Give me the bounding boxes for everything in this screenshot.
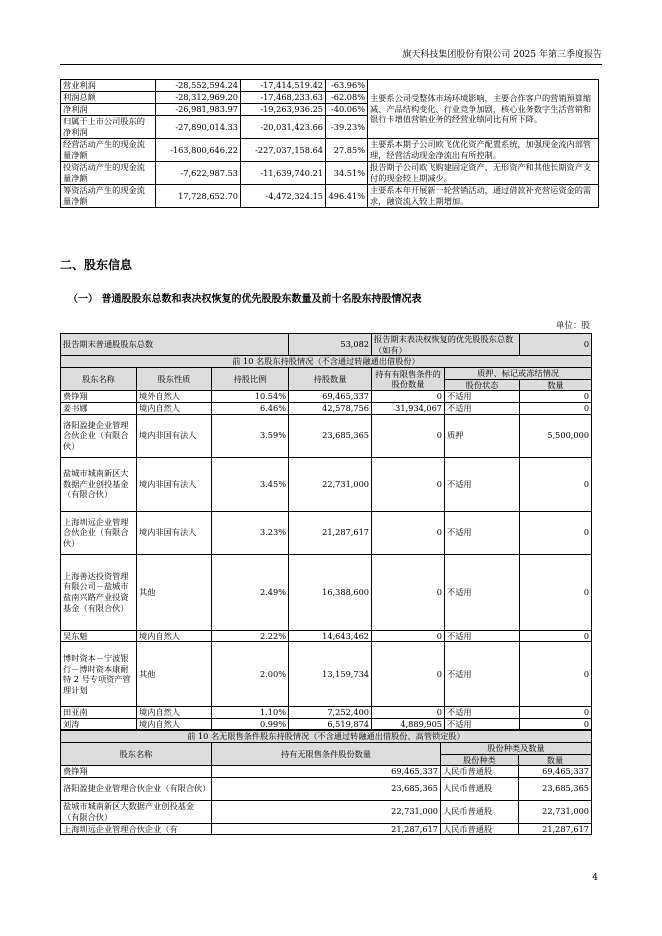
share-status: 不适用 — [445, 402, 520, 414]
shareholder-name: 费铮翔 — [61, 766, 212, 778]
prior-value: -19,263,936.25 — [241, 104, 326, 116]
shareholder-name: 田亚南 — [61, 707, 137, 719]
shareholder-nature: 境内非国有法人 — [137, 414, 212, 457]
share-type: 人民币普通股 — [441, 823, 519, 835]
shareholding-qty: 23,685,365 — [289, 414, 372, 457]
pledge-count: 0 — [520, 718, 592, 730]
pledge-count: 5,500,000 — [520, 414, 592, 457]
restricted-qty: 0 — [372, 642, 445, 707]
col-header-qty: 持股数量 — [289, 368, 372, 391]
change-percent: -62.08% — [326, 92, 368, 104]
share-count: 22,731,000 — [519, 800, 592, 823]
restricted-qty: 0 — [372, 630, 445, 642]
share-status: 不适用 — [445, 391, 520, 403]
share-status: 不适用 — [445, 457, 520, 511]
section-subtitle: （一） 普通股股东总数和表决权恢复的优先股股东数量及前十名股东持股情况表 — [68, 294, 422, 305]
shareholder-nature: 境外自然人 — [137, 391, 212, 403]
un-header-type: 股份种类 — [441, 754, 519, 766]
change-reason: 主要系本年开展新一轮营销活动，通过借款补充营运资金的需求，融资流入较上期增加。 — [368, 185, 599, 208]
shareholder-nature: 境内自然人 — [137, 718, 212, 730]
col-header-ratio: 持股比例 — [212, 368, 289, 391]
restricted-qty: 0 — [372, 414, 445, 457]
change-percent: 27.85% — [326, 139, 368, 162]
shareholder-nature: 其他 — [137, 642, 212, 707]
current-value: -27,890,014.33 — [156, 116, 241, 139]
shareholding-ratio: 1.10% — [212, 707, 289, 719]
prior-value: -11,639,740.21 — [241, 162, 326, 185]
col-header-restricted: 持有有限售条件的股份数量 — [372, 368, 445, 391]
shareholder-name: 姜书娜 — [61, 402, 137, 414]
table-row — [61, 766, 592, 778]
table-row — [61, 800, 592, 823]
shareholder-name: 费铮翔 — [61, 391, 137, 403]
shareholder-name: 盐城市城南新区大数据产业创投基金（有限合伙） — [61, 800, 212, 823]
unrestricted-qty: 22,731,000 — [212, 800, 441, 823]
current-value: -7,622,987.53 — [156, 162, 241, 185]
share-count: 21,287,617 — [519, 823, 592, 835]
unrestricted-qty: 21,287,617 — [212, 823, 441, 835]
share-status: 不适用 — [445, 718, 520, 730]
total-shareholders-label: 报告期末普通股股东总数 — [61, 334, 289, 356]
table-row — [61, 718, 592, 730]
restricted-qty: 0 — [372, 707, 445, 719]
restricted-qty: 0 — [372, 391, 445, 403]
restricted-qty: 4,889,905 — [372, 718, 445, 730]
share-status: 质押 — [445, 414, 520, 457]
col-header-name: 股东名称 — [61, 368, 137, 391]
shareholder-nature: 其他 — [137, 554, 212, 630]
share-status: 不适用 — [445, 707, 520, 719]
item-name: 营业利润 — [61, 80, 156, 92]
shareholder-name: 上海圳远企业管理合伙企业（有限合伙） — [61, 511, 137, 554]
pledge-count: 0 — [520, 630, 592, 642]
pledge-count: 0 — [520, 402, 592, 414]
table-row — [61, 511, 592, 554]
table-row — [61, 391, 592, 403]
unit-label: 单位：股 — [555, 321, 590, 331]
change-percent: -39.23% — [326, 116, 368, 139]
restricted-qty: 0 — [372, 457, 445, 511]
shareholding-ratio: 3.23% — [212, 511, 289, 554]
share-status: 不适用 — [445, 511, 520, 554]
pref-shareholders-value: 0 — [520, 334, 592, 356]
prior-value: -17,414,519.42 — [241, 80, 326, 92]
current-value: -163,800,646.22 — [156, 139, 241, 162]
page-header: 旗天科技集团股份有限公司 2025 年第三季度报告 — [60, 47, 602, 65]
total-shareholders-value: 53,082 — [289, 334, 372, 356]
shareholding-ratio: 10.54% — [212, 391, 289, 403]
change-percent: 34.51% — [326, 162, 368, 185]
restricted-qty: 0 — [372, 511, 445, 554]
shareholder-nature: 境内自然人 — [137, 630, 212, 642]
change-reason: 主要系公司受整体市场环境影响，主要合作客户的营销预算缩减、产品结构变化、行业竞争加剧，核心业务数字生活营销和银行卡增值营销业务的经营业绩同比有所下降。 — [368, 80, 599, 139]
prior-value: -4,472,324.15 — [241, 185, 326, 208]
prior-value: -20,031,423.66 — [241, 116, 326, 139]
shareholder-name: 盐城市城南新区大数据产业创投基金（有限合伙） — [61, 457, 137, 511]
table-row — [61, 457, 592, 511]
page-number: 4 — [592, 873, 598, 883]
shareholding-qty: 42,578,756 — [289, 402, 372, 414]
table-row — [61, 823, 592, 835]
financial-change-table — [60, 79, 599, 208]
shareholding-ratio: 3.45% — [212, 457, 289, 511]
shareholding-ratio: 2.49% — [212, 554, 289, 630]
item-name: 投资活动产生的现金流量净额 — [61, 162, 156, 185]
change-percent: 496.41% — [326, 185, 368, 208]
pledge-count: 0 — [520, 707, 592, 719]
table-row — [61, 777, 592, 800]
shareholding-ratio: 0.99% — [212, 718, 289, 730]
shareholding-ratio: 2.00% — [212, 642, 289, 707]
shareholder-nature: 境内非国有法人 — [137, 457, 212, 511]
financial-row — [61, 80, 599, 92]
col-header-pledge: 质押、标记或冻结情况 — [445, 368, 592, 380]
shareholding-ratio: 2.22% — [212, 630, 289, 642]
change-percent: -63.96% — [326, 80, 368, 92]
shareholding-qty: 7,252,400 — [289, 707, 372, 719]
shareholding-qty: 22,731,000 — [289, 457, 372, 511]
change-reason: 报告期子公司欧飞购建固定资产、无形资产和其他长期资产支付的现金较上期减少。 — [368, 162, 599, 185]
table-row — [61, 630, 592, 642]
unrestricted-qty: 69,465,337 — [212, 766, 441, 778]
prior-value: -17,468,233.63 — [241, 92, 326, 104]
pledge-count: 0 — [520, 554, 592, 630]
current-value: -26,981,983.97 — [156, 104, 241, 116]
shareholding-ratio: 6.46% — [212, 402, 289, 414]
share-count: 23,685,365 — [519, 777, 592, 800]
shareholder-name: 洛阳盈捷企业管理合伙企业（有限合伙） — [61, 777, 212, 800]
shareholding-qty: 13,159,734 — [289, 642, 372, 707]
shareholding-qty: 69,465,337 — [289, 391, 372, 403]
prior-value: -227,037,158.64 — [241, 139, 326, 162]
un-header-name: 股东名称 — [61, 743, 212, 766]
share-status: 不适用 — [445, 630, 520, 642]
item-name: 利润总额 — [61, 92, 156, 104]
change-percent: -40.06% — [326, 104, 368, 116]
shareholding-qty: 21,287,617 — [289, 511, 372, 554]
shareholder-table — [60, 333, 592, 730]
shareholder-name: 吴东魁 — [61, 630, 137, 642]
financial-row — [61, 139, 599, 162]
share-status: 不适用 — [445, 554, 520, 630]
item-name: 经营活动产生的现金流量净额 — [61, 139, 156, 162]
pledge-count: 0 — [520, 642, 592, 707]
col-header-count: 数量 — [520, 379, 592, 391]
pref-shareholders-label: 报告期末表决权恢复的优先股股东总数（如有） — [372, 334, 520, 356]
change-reason: 主要系本期子公司欧飞优化资产配置系统，加强现金流内部管理，经营活动现金净流出有所控制。 — [368, 139, 599, 162]
pledge-count: 0 — [520, 391, 592, 403]
unrestricted-table — [60, 730, 592, 835]
shareholder-nature: 境内非国有法人 — [137, 511, 212, 554]
item-name: 筹资活动产生的现金流量净额 — [61, 185, 156, 208]
restricted-qty: 0 — [372, 554, 445, 630]
pledge-count: 0 — [520, 511, 592, 554]
un-header-count: 数量 — [519, 754, 592, 766]
item-name: 净利润 — [61, 104, 156, 116]
shareholding-qty: 14,643,462 — [289, 630, 372, 642]
shareholder-nature: 境内自然人 — [137, 707, 212, 719]
shareholding-qty: 6,519,874 — [289, 718, 372, 730]
financial-row — [61, 185, 599, 208]
pledge-count: 0 — [520, 457, 592, 511]
unrestricted-caption: 前 10 名无限售条件股东持股情况（不含通过转融通出借股份、高管锁定股） — [61, 731, 592, 743]
section-title: 二、股东信息 — [60, 258, 133, 272]
financial-row — [61, 162, 599, 185]
share-status: 不适用 — [445, 642, 520, 707]
share-type: 人民币普通股 — [441, 800, 519, 823]
table-row — [61, 402, 592, 414]
shareholding-qty: 16,388,600 — [289, 554, 372, 630]
current-value: -28,552,594.24 — [156, 80, 241, 92]
un-header-qty: 持有无限售条件股份数量 — [212, 743, 441, 766]
current-value: 17,728,652.70 — [156, 185, 241, 208]
shareholder-nature: 境内自然人 — [137, 402, 212, 414]
shareholding-ratio: 3.59% — [212, 414, 289, 457]
restricted-qty: 31,934,067 — [372, 402, 445, 414]
unrestricted-qty: 23,685,365 — [212, 777, 441, 800]
un-header-type-group: 股份种类及数量 — [441, 743, 592, 755]
table-row — [61, 414, 592, 457]
shareholder-name: 上海善达投资管理有限公司－盐城市盐南兴路产业投资基金（有限合伙） — [61, 554, 137, 630]
col-header-status: 股份状态 — [445, 379, 520, 391]
shareholder-name: 刘涛 — [61, 718, 137, 730]
shareholder-name: 博时资本－宁波银行－博时资本康耐特 2 号专项资产管理计划 — [61, 642, 137, 707]
table-row — [61, 707, 592, 719]
table-row — [61, 642, 592, 707]
shareholder-name: 洛阳盈捷企业管理合伙企业（有限合伙） — [61, 414, 137, 457]
shareholder-name: 上海圳远企业管理合伙企业（有 — [61, 823, 212, 835]
share-count: 69,465,337 — [519, 766, 592, 778]
table-row — [61, 554, 592, 630]
share-type: 人民币普通股 — [441, 766, 519, 778]
top10-caption: 前 10 名股东持股情况（不含通过转融通出借股份） — [61, 356, 592, 368]
col-header-nature: 股东性质 — [137, 368, 212, 391]
share-type: 人民币普通股 — [441, 777, 519, 800]
current-value: -28,312,969.20 — [156, 92, 241, 104]
item-name: 归属于上市公司股东的净利润 — [61, 116, 156, 139]
